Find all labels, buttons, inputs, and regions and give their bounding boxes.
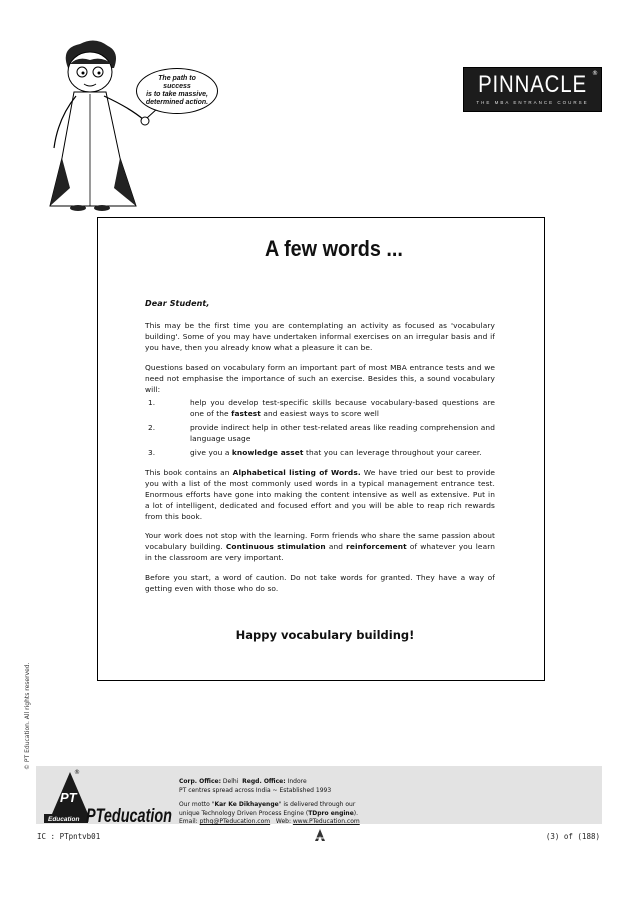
list-text: provide indirect help in other test-related areas like reading comprehension and language usage <box>190 423 495 443</box>
registered-mark: ® <box>74 769 80 776</box>
pt-education-logo <box>40 770 172 824</box>
svg-text:Education: Education <box>48 816 80 823</box>
list-item <box>145 422 495 444</box>
web-link[interactable]: www.PTeducation.com <box>292 818 360 826</box>
list-item <box>145 447 495 458</box>
pinnacle-mini-icon <box>313 828 327 842</box>
letter-box <box>97 217 545 681</box>
page-code: IC : PTpntvb01 <box>37 832 101 841</box>
office-line: Corp. Office: Delhi Regd. Office: Indore <box>179 778 307 785</box>
benefits-list <box>145 397 495 458</box>
speech-bubble-text: The path to success is to take massive, determined action. <box>145 75 209 106</box>
svg-text:PTeducation: PTeducation <box>86 806 172 824</box>
pinnacle-brand-name: PINNACLE <box>478 71 587 98</box>
footer-info <box>179 778 360 827</box>
engine-line: unique Technology Driven Process Engine (TDpro engine). <box>179 809 359 817</box>
paragraph-1: This may be the first time you are contemplating an activity as focused as 'vocabulary building'. Some of you may have undertaken informal exercises on an irregular basis and if you have, then you already know what a pleasure it can be. <box>145 321 495 352</box>
list-number: 3. <box>148 448 156 457</box>
list-text: help you develop test-specific skills because vocabulary-based questions are one of the fastest and easiest ways to score well <box>190 398 495 418</box>
pinnacle-logo <box>463 67 602 112</box>
registered-mark: ® <box>592 70 598 77</box>
svg-text:PT: PT <box>60 790 77 805</box>
side-copyright: © PT Education. All rights reserved. <box>24 662 31 770</box>
paragraph-2: Questions based on vocabulary form an important part of most MBA entrance tests and we need not emphasise the importance of such an exercise. Besides this, a sound vocabulary will: <box>145 362 495 394</box>
motto-line: Our motto "Kar Ke Dikhayenge" is delivered through our <box>179 801 356 809</box>
centres-line: PT centres spread across India ~ Established 1993 <box>179 786 332 794</box>
list-text: give you a knowledge asset that you can leverage throughout your career. <box>190 448 482 457</box>
speech-bubble <box>136 68 218 114</box>
list-number: 1. <box>148 398 156 407</box>
page-number: (3) of (188) <box>545 832 600 841</box>
email-link[interactable]: pthq@PTeducation.com <box>199 818 271 826</box>
footer-band <box>36 766 602 824</box>
paragraph-5: Before you start, a word of caution. Do not take words for granted. They have a way of getting even with those who do so. <box>145 572 495 593</box>
paragraph-3: This book contains an Alphabetical listing of Words. We have tried our best to provide you with a list of the most commonly used words in a typical management entrance test. Enormous efforts have gone into making the content intensive as well as extensive. Put in a lot of intelligent, dedicated and focused effort and you will be able to reap rich rewards from this book. <box>145 467 496 521</box>
contact-line: Email: pthq@PTeducation.com Web: www.PTeducation.com <box>179 818 360 826</box>
letter-title: A few words ... <box>265 236 403 261</box>
list-item <box>145 397 495 419</box>
cartoon-character-illustration <box>40 38 160 213</box>
pinnacle-tagline: THE MBA ENTRANCE COURSE <box>476 100 589 105</box>
list-number: 2. <box>148 423 156 432</box>
closing-line: Happy vocabulary building! <box>235 628 415 642</box>
paragraph-4: Your work does not stop with the learning. Form friends who share the same passion about vocabulary building. Continuous stimulation and reinforcement of whatever you learn in the classroom are very important. <box>145 531 496 562</box>
letter-greeting: Dear Student, <box>145 299 210 308</box>
letter-content <box>145 298 495 602</box>
